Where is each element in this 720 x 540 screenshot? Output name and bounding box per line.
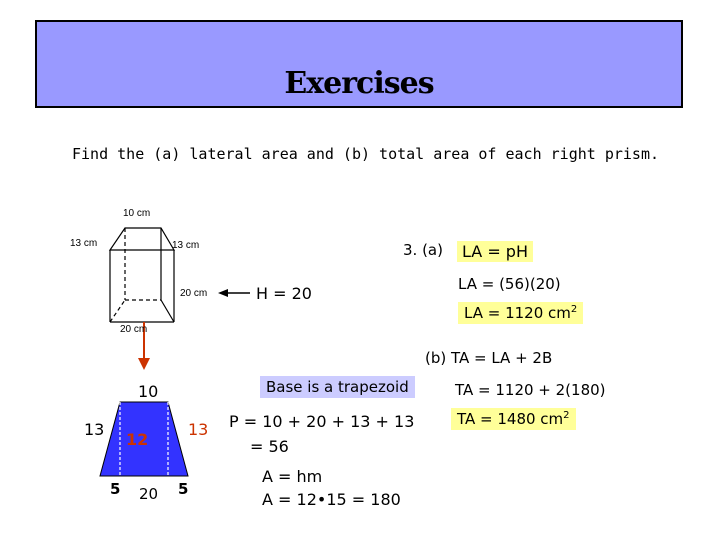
instructions: Find the (a) lateral area and (b) total area of each right prism. bbox=[72, 145, 659, 163]
prism-left-label: 13 cm bbox=[70, 238, 98, 249]
trapezoid-top-label: 10 bbox=[138, 382, 159, 401]
height-arrow bbox=[218, 289, 250, 297]
area-result: A = 12•15 = 180 bbox=[262, 490, 401, 509]
part-b-substitution: TA = 1120 + 2(180) bbox=[455, 381, 606, 399]
perimeter-result: = 56 bbox=[250, 437, 289, 456]
part-b-result-text: TA = 1480 cm bbox=[457, 410, 564, 428]
part-b-formula: (b) TA = LA + 2B bbox=[425, 349, 553, 367]
trapezoid-height-label: 12 bbox=[126, 430, 149, 449]
prism-top-label: 10 cm bbox=[123, 208, 151, 219]
trapezoid-bottom-left-label: 5 bbox=[110, 480, 121, 498]
prism-hidden-slant-left bbox=[110, 300, 125, 322]
page-title: Exercises bbox=[284, 66, 434, 101]
trapezoid-right-label: 13 bbox=[188, 420, 209, 439]
prism-bottom-label: 20 cm bbox=[120, 324, 148, 335]
part-a-result-text: LA = 1120 cm bbox=[464, 304, 571, 322]
prism-top-face bbox=[110, 228, 174, 250]
part-a-formula: LA = pH bbox=[457, 241, 533, 262]
trapezoid-bottom-label: 20 bbox=[139, 485, 159, 503]
height-callout: H = 20 bbox=[256, 284, 312, 303]
trapezoid-left-label: 13 bbox=[84, 420, 105, 439]
prism-right-label: 13 cm bbox=[172, 240, 200, 251]
area-formula: A = hm bbox=[262, 467, 323, 486]
base-note: Base is a trapezoid bbox=[260, 376, 415, 398]
part-a-result bbox=[458, 302, 583, 324]
trapezoid-bottom-right-label: 5 bbox=[178, 480, 189, 498]
part-a-prefix: 3. (a) bbox=[403, 241, 443, 259]
prism-slant-right bbox=[161, 300, 174, 322]
part-a-result-sup: 2 bbox=[570, 304, 578, 315]
prism-height-label: 20 cm bbox=[180, 288, 208, 299]
part-a-substitution: LA = (56)(20) bbox=[458, 275, 561, 293]
part-b-result-sup: 2 bbox=[563, 410, 570, 421]
part-b-result bbox=[451, 408, 576, 430]
prism-diagram bbox=[110, 228, 174, 322]
perimeter-formula: P = 10 + 20 + 13 + 13 bbox=[229, 412, 415, 431]
